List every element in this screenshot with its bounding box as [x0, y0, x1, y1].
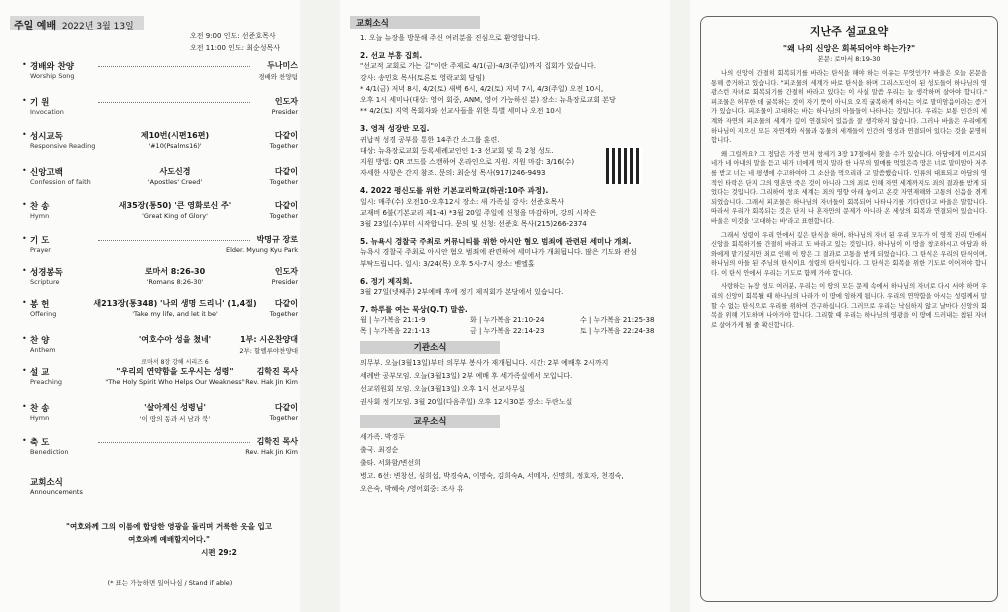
- worship-item-te: Invocation: [30, 108, 64, 116]
- worship-item-r: 박명규 장로: [256, 235, 298, 244]
- quote-ref: 시편 29:2: [201, 548, 237, 557]
- group-news: 선교위원회 모임. 오늘(3월13일) 오후 1시 선교사무실: [360, 385, 526, 394]
- news-3-line: 자세한 사항은 간지 참조. 문의: 최순성 목사(917)246-9493: [360, 169, 546, 178]
- worship-item-r: 김학진 목사: [256, 437, 298, 446]
- sermon-summary-box: [700, 16, 998, 602]
- worship-item-re: 2부: 할렐루야찬양대: [239, 347, 298, 355]
- worship-item-t: 경배와 찬양: [30, 62, 75, 72]
- news-3-title: 3. 영적 성장반 모집.: [360, 124, 430, 134]
- worship-item-re: Together: [269, 178, 298, 186]
- news-3-line: 지원 방법: QR 코드를 스캔하여 온라인으로 지원. 지원 마감: 3/16(수): [360, 158, 575, 167]
- news-2-title: 2. 선교 부흥 집회.: [360, 51, 423, 61]
- news-2-line: "선교적 교회로 가는 길"이란 주제로 4/1(금)-4/3(주일)까지 집회가 있습니다.: [360, 62, 597, 71]
- worship-item-t: 기 원: [30, 98, 50, 108]
- member-news: 출국. 최경순: [360, 446, 399, 455]
- news-2-line: 오후 1시 세미나(대상: 영어 회중, ANM, 영어 가능하신 분) 장소: 뉴욕장로교회 본당: [360, 96, 616, 105]
- leader-dots: [98, 102, 250, 103]
- worship-item-t: 성시교독: [30, 132, 63, 142]
- worship-item-me: 'Great King of Glory': [142, 212, 208, 220]
- worship-item-te: Anthem: [30, 346, 56, 354]
- worship-item-te: Prayer: [30, 246, 51, 254]
- summary-title: 지난주 설교요약: [809, 25, 889, 38]
- worship-item-te: Hymn: [30, 212, 50, 220]
- qt-day: 화 | 누가복음 21:10-24: [470, 316, 545, 325]
- bullet-icon: •: [22, 366, 27, 375]
- worship-item-te: Offering: [30, 310, 57, 318]
- bullet-icon: •: [22, 234, 27, 243]
- news-4-line: 교재비 6불(기본교리 제1-4) *3월 20일 주일에 신청을 마감하며, 강의 시작은: [360, 208, 597, 217]
- worship-item-t: 봉 헌: [30, 300, 50, 310]
- group-news: 의무부. 오늘(3월13일)부터 의무부 봉사가 재개됩니다. 시간: 2부 예배후 2시까지: [360, 359, 609, 368]
- bullet-icon: •: [22, 402, 27, 411]
- worship-item-te: Benediction: [30, 448, 69, 456]
- bullet-icon: •: [22, 266, 27, 275]
- worship-item-r: 다같이: [274, 299, 298, 308]
- worship-item-m: '살아계신 성령님': [144, 403, 206, 412]
- bullet-icon: •: [22, 298, 27, 307]
- worship-item-te: Hymn: [30, 414, 50, 422]
- news-6-title: 6. 정기 제직회.: [360, 276, 413, 286]
- bullet-icon: •: [22, 166, 27, 175]
- news-7-title: 7. 하루를 여는 묵상(Q.T) 말씀.: [360, 305, 468, 315]
- service-time-2: 오전 11:00 인도: 최순성목사: [190, 44, 281, 52]
- members-header: 교우소식: [360, 415, 500, 428]
- member-news: 오은숙, 박혜숙 /영어회중: 조사 유: [360, 485, 464, 494]
- worship-item-t: 찬 송: [30, 202, 50, 212]
- worship-item-re: Rev. Hak Jin Kim: [245, 378, 298, 386]
- news-column: [340, 0, 670, 612]
- worship-date: 2022년 3월 13일: [61, 22, 134, 32]
- worship-item-t: 신앙고백: [30, 168, 63, 178]
- worship-item-t: 성경봉독: [30, 268, 63, 278]
- announce-title: 교회소식: [30, 478, 63, 488]
- scripture-quote: [64, 520, 274, 559]
- sermon-summary-column: [690, 0, 1008, 612]
- worship-item-t: 설 교: [30, 368, 50, 378]
- worship-item-me: '#10(Psalms16)': [148, 142, 202, 150]
- leader-dots: [98, 442, 250, 443]
- worship-item-me: '이 땅의 동과 서 남과 북': [139, 415, 211, 423]
- order-of-worship-column: [0, 0, 300, 612]
- summary-paragraph: 나의 신앙이 간절히 회복되기를 바라는 탄식을 해야 하는 이유는 무엇인가? 바울은 오늘 본문을 통해 증거하고 있습니다. "피조물의 세계가 바로 탄식을 하며 그리스도인이 된 성도들이 하나님의 영광스런 자녀로 회복되기를 간절히 바라고 있다는 이 사실 말씀 우리는 늘 생각하며 살아야 합니다." 피조물은 허무한 데 굴복하는 것이 자기 뜻이 아니요 오직 굴복하게 하시는 이로 말미암음이라는 증거가 있습니다. 피조물이 고대하는 바는 하나님의 아들들이 나타나는 것입니다. 우리는 보통 인간의 세계와 자연의 피조물의 세계가 깊이 연결되어 있음을 잘 생각하지 않습니다. 그러나 바울은 우리에게 하나님이 지으신 모든 자연계와 식물과 동물의 세계들이 인간의 영성과 연결되어 있다는 것을 분명히 합니다.: [711, 70, 987, 145]
- worship-item-r: 두나미스: [267, 61, 298, 70]
- qt-schedule: [350, 315, 670, 337]
- leader-dots: [98, 240, 250, 241]
- worship-item-re: 경배와 찬양팀: [258, 73, 298, 81]
- service-times: [190, 30, 298, 54]
- summary-paragraph: 사랑하는 뉴장 성도 여러분, 우리는 이 땅의 모든 문제 속에서 하나님의 자녀로 다시 서야 하며 우리의 신앙이 회복될 때 하나님의 나라가 이 땅에 임하게 됩니다. 우리의 연약함을 아시는 성령께서 말할 수 없는 탄식으로 우리를 위하여 간구하십니다. 그러므로 우리는 낙심하지 않고 날마다 신앙의 회복을 위해 기도하며 나아가야 합니다. 그리할 때 우리는 하나님의 영광을 이 땅에 드러내는 참된 자녀로 살아가게 될 줄 확신합니다.: [711, 283, 987, 329]
- summary-subtitle: "왜 나의 신앙은 회복되어야 하는가?": [782, 44, 916, 53]
- news-5-line: 부탁드립니다. 일시: 3/24(목) 오후 5시-7시 장소: 벧엘홀: [360, 259, 535, 268]
- worship-item-r: 다같이: [274, 131, 298, 140]
- worship-item-r: 다같이: [274, 403, 298, 412]
- groups-header: 기관소식: [360, 341, 500, 354]
- bullet-icon: •: [22, 96, 27, 105]
- qt-day: 금 | 누가복음 22:14-23: [470, 327, 545, 336]
- worship-item-r: 인도자: [274, 267, 298, 276]
- service-time-1: 오전 9:00 인도: 선준호목사: [190, 32, 276, 40]
- news-2-line: ** 4/2(토) 지역 목회자와 선교사들을 위한 특별 세미나 오전 10시: [360, 107, 562, 116]
- news-5-title: 5. 뉴욕시 경찰국 주최로 커뮤니티를 위한 아시안 혐오 범죄에 관련된 세미나 개최.: [360, 237, 632, 247]
- qr-code-icon[interactable]: [606, 148, 642, 184]
- worship-item-re: Together: [269, 310, 298, 318]
- worship-item-te: Scripture: [30, 278, 60, 286]
- news-header: 교회소식: [350, 16, 480, 29]
- worship-item-re: Together: [269, 142, 298, 150]
- bullet-icon: •: [22, 130, 27, 139]
- worship-item-me: 'Take my life, and let it be': [132, 310, 218, 318]
- worship-item-re: Presider: [271, 108, 298, 116]
- worship-item-m: "우리의 연약함을 도우시는 성령": [116, 367, 234, 376]
- church-news: [350, 16, 670, 496]
- worship-header: [10, 16, 144, 30]
- quote-text: "여호와께 그의 이름에 합당한 영광을 돌리며 거룩한 옷을 입고 여호와께 예배할지어다.": [66, 522, 272, 544]
- news-4-title: 4. 2022 평신도를 위한 기본교리학교(하권:10주 과정).: [360, 186, 549, 196]
- group-news: 권사회 정기모임. 3월 20일(다음주일) 오후 12시30분 장소: 두란노실: [360, 398, 573, 407]
- news-2-line: 강사: 송민호 목사(토론토 영락교회 담임): [360, 73, 485, 82]
- worship-item-me: 'Romans 8:26-30': [146, 278, 204, 286]
- announcements-label: [30, 476, 83, 496]
- bullet-icon: •: [22, 334, 27, 343]
- bullet-icon: •: [22, 436, 27, 445]
- worship-item-m: 새213장(통348) '나의 생명 드리니' (1,4절): [93, 299, 257, 308]
- news-5-line: 뉴욕시 경찰국 주최로 아시안 혐오 범죄에 관련하여 세미나가 개최됩니다. 많은 기도와 관심: [360, 248, 637, 257]
- worship-item-me: 'Apostles' Creed': [147, 178, 203, 186]
- worship-item-te: Preaching: [30, 378, 63, 386]
- worship-item-re: Together: [269, 212, 298, 220]
- news-1: 1. 오늘 뉴장을 방문해 주신 여러분을 진심으로 환영합니다.: [360, 34, 541, 42]
- member-news: 병고. 6선: 변창선, 심희섭, 박경숙A, 이명숙, 김희숙A, 서메자, 신명희, 정호자, 천경숙,: [360, 472, 624, 481]
- news-3-line: 귀납적 성경 공부를 통한 14주간 소그룹 훈련.: [360, 135, 500, 144]
- stand-note: (* 표는 가능하면 일어나심 / Stand if able): [107, 579, 233, 587]
- leader-dots: [98, 66, 250, 67]
- worship-item-m: 사도신경: [159, 167, 191, 176]
- worship-item-t: 축 도: [30, 438, 50, 448]
- qt-day: 토 | 누가복음 22:24-38: [580, 327, 655, 336]
- worship-item-re: Rev. Hak Jin Kim: [245, 448, 298, 456]
- worship-item-te: Responsive Reading: [30, 142, 96, 150]
- group-news: 세례반 공부모임. 오늘(3월13일) 2부 예배 후 세가족실에서 모입니다.: [360, 372, 573, 381]
- announce-title-en: Announcements: [30, 488, 83, 496]
- worship-item-t: 기 도: [30, 236, 50, 246]
- qt-day: 목 | 누가복음 22:1-13: [360, 327, 430, 336]
- summary-paragraph: 왜 그럴까요? 그 정답은 가장 먼저 창세기 3장 17절에서 찾을 수가 있습니다. 아담에게 이르시되 네가 네 아내의 말을 듣고 내가 너에게 먹지 말라 한 나무의 열매를 먹었은즉 땅은 너로 말미암아 저주를 받고 너는 네 평생에 수고하여야 그 소산을 먹으리라 고 말씀했습니다. 인류의 대표되고 아담의 영적인 타락은 단지 그의 영혼만 죽은 것이 아니라 그의 죄로 인해 자연 세계까지도 죄의 결과를 받게 되었다는 것입니다. 그리하여 창조 세계는 죄의 영향 아래 놓이고 온갖 자연재해와 고통의 신음을 겪게 되었습니다. 그래서 피조물은 하나님의 자녀들이 회복되어 나타나기를 기다린다고 바울은 말합니다. 따라서 우리가 회복되는 것은 단지 나 혼자만의 문제가 아니라 온 세상의 회복과 연결되어 있습니다. 바울은 이것을 '고대하는 바'라고 표현합니다.: [711, 150, 987, 225]
- sermon-series: 로마서 8장 강해 시리즈 6: [141, 359, 209, 366]
- news-4-line: 일시: 매주(수) 오전10-오후12시 장소: 새 가족실 강사: 선준호목사: [360, 197, 564, 206]
- qt-day: 월 | 누가복음 21:1-9: [360, 316, 426, 325]
- worship-item-re: Elder. Myung Kyu Park: [225, 246, 298, 254]
- worship-item-m: 제10번(시편16편): [140, 131, 210, 140]
- worship-item-te: Worship Song: [30, 72, 75, 80]
- qt-day: 수 | 누가복음 21:25-38: [580, 316, 655, 325]
- worship-item-m: 새35장(통50) '큰 영화로신 주': [118, 201, 232, 210]
- worship-item-me: "The Holy Spirit Who Helps Our Weakness": [105, 378, 245, 386]
- worship-item-te: Confession of faith: [30, 178, 91, 186]
- worship-item-t: 찬 양: [30, 336, 50, 346]
- worship-item-m: 로마서 8:26-30: [144, 267, 206, 276]
- worship-item-r: 다같이: [274, 201, 298, 210]
- news-4-line: 3월 23일(수)부터 시작합니다. 문의 및 신청: 선준호 목사(215)266-2374: [360, 220, 587, 229]
- worship-item-t: 찬 송: [30, 404, 50, 414]
- news-3-line: 대상: 뉴욕장로교회 등록세례교인인 1-3 선교회 및 특 2청 성도.: [360, 146, 554, 155]
- bullet-icon: •: [22, 200, 27, 209]
- worship-item-re: Together: [269, 414, 298, 422]
- member-news: 세가족. 박경두: [360, 433, 406, 442]
- worship-item-r: 1부: 시온찬양대: [240, 335, 298, 344]
- worship-item-m: '여호수아 성을 쳤네': [138, 335, 212, 344]
- worship-item-r: 김학진 목사: [256, 367, 298, 376]
- summary-scripture: 본문: 로마서 8:19-30: [817, 55, 881, 63]
- worship-title: 주일 예배: [14, 21, 57, 32]
- member-news: 출타. 서화함/변선희: [360, 459, 421, 468]
- worship-item-r: 인도자: [274, 97, 298, 106]
- summary-paragraph: 그래서 성령이 우리 안에서 깊은 탄식을 하며, 하나님의 자녀 된 우리 모두가 이 영적 진리 안에서 신앙을 회복하기를 간절히 바라고 도 바라고 있는 것입니다. 하나님이 이 땅을 창조하시고 아담과 하와에게 맡기셨지만 죄로 인해 이 땅은 그 결과로 고통을 받게 되었습니다. 그 탄식은 우리의 탄식이며, 하나님의 아들 된 주님의 탄식이요 성령의 탄식입니다. 그 탄식은 회복을 위한 기도로 이어져야 합니다. 이 탄식 안에서 우리는 기도로 함께 가야 합니다.: [711, 231, 987, 277]
- worship-item-r: 다같이: [274, 167, 298, 176]
- worship-item-re: Presider: [271, 278, 298, 286]
- bullet-icon: •: [22, 60, 27, 69]
- news-6-line: 3월 27일(넷째주) 2부예배 후에 정기 제직회가 본당에서 있습니다.: [360, 288, 564, 297]
- news-2-line: * 4/1(금) 저녁 8시, 4/2(토) 새벽 6시, 4/2(토) 저녁 7시, 4/3(주일) 오전 10시,: [360, 84, 604, 93]
